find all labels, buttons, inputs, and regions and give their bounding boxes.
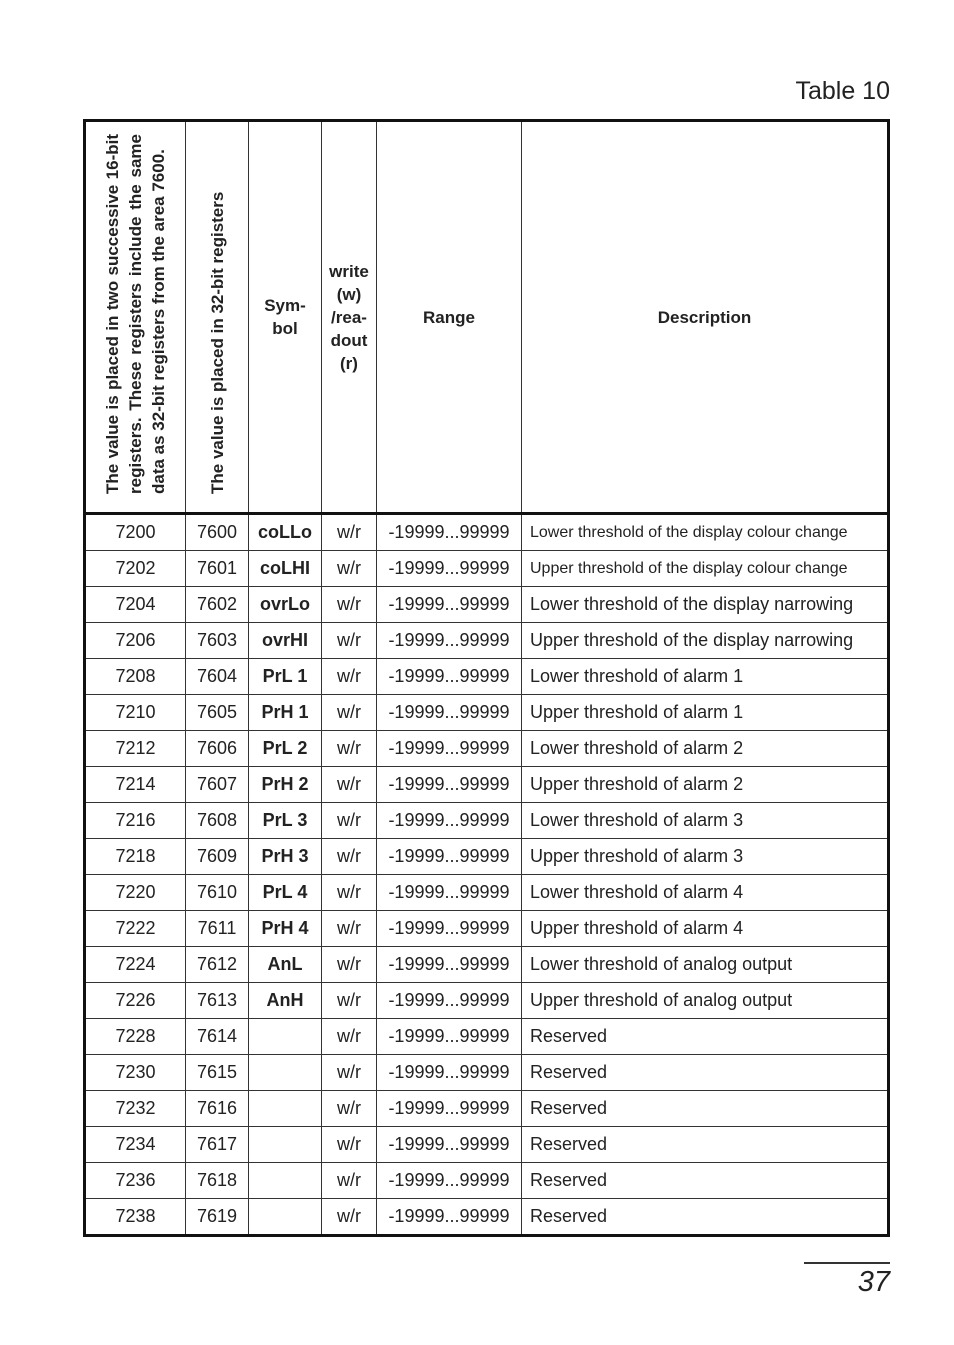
table-row	[85, 1199, 889, 1236]
register-32bit-cell: 7604	[186, 659, 249, 695]
description-cell: Reserved	[522, 1163, 889, 1199]
range-cell: -19999...99999	[377, 767, 522, 803]
range-cell: -19999...99999	[377, 659, 522, 695]
header-description-label: Description	[657, 307, 752, 327]
access-cell: w/r	[322, 803, 377, 839]
symbol-cell: PrH 3	[249, 839, 322, 875]
symbol-cell: PrH 1	[249, 695, 322, 731]
header-range	[377, 121, 522, 514]
range-cell: -19999...99999	[377, 1019, 522, 1055]
register-16bit-cell: 7214	[85, 767, 186, 803]
register-16bit-cell: 7208	[85, 659, 186, 695]
table-row	[85, 659, 889, 695]
description-cell: Reserved	[522, 1127, 889, 1163]
access-cell: w/r	[322, 695, 377, 731]
register-16bit-cell: 7234	[85, 1127, 186, 1163]
table-row	[85, 1019, 889, 1055]
symbol-cell: ovrHI	[249, 623, 322, 659]
range-cell: -19999...99999	[377, 695, 522, 731]
range-cell: -19999...99999	[377, 839, 522, 875]
register-32bit-cell: 7609	[186, 839, 249, 875]
symbol-cell: PrH 4	[249, 911, 322, 947]
access-cell: w/r	[322, 1055, 377, 1091]
table-row	[85, 1055, 889, 1091]
description-cell: Lower threshold of the display colour change	[522, 514, 889, 551]
register-16bit-cell: 7230	[85, 1055, 186, 1091]
header-16bit-registers	[85, 121, 186, 514]
register-16bit-cell: 7232	[85, 1091, 186, 1127]
register-16bit-cell: 7224	[85, 947, 186, 983]
header-range-label: Range	[423, 307, 475, 327]
table-row	[85, 875, 889, 911]
symbol-cell: PrH 2	[249, 767, 322, 803]
description-cell: Reserved	[522, 1055, 889, 1091]
range-cell: -19999...99999	[377, 1055, 522, 1091]
header-16bit-label: The value is placed in two successive 16-bit registers. These registers include the same data as 32-bit registers from the area 7600.	[103, 134, 168, 494]
register-32bit-cell: 7606	[186, 731, 249, 767]
table-row	[85, 1127, 889, 1163]
register-32bit-cell: 7601	[186, 551, 249, 587]
table-row	[85, 767, 889, 803]
register-16bit-cell: 7228	[85, 1019, 186, 1055]
register-32bit-cell: 7608	[186, 803, 249, 839]
table-row	[85, 911, 889, 947]
access-cell: w/r	[322, 1199, 377, 1236]
range-cell: -19999...99999	[377, 875, 522, 911]
register-32bit-cell: 7614	[186, 1019, 249, 1055]
register-16bit-cell: 7238	[85, 1199, 186, 1236]
header-write-readout-label: write (w) /rea- dout (r)	[329, 261, 369, 373]
description-cell: Lower threshold of the display narrowing	[522, 587, 889, 623]
description-cell: Reserved	[522, 1091, 889, 1127]
register-16bit-cell: 7204	[85, 587, 186, 623]
access-cell: w/r	[322, 659, 377, 695]
access-cell: w/r	[322, 767, 377, 803]
table-row	[85, 1091, 889, 1127]
description-cell: Upper threshold of alarm 3	[522, 839, 889, 875]
symbol-cell: PrL 2	[249, 731, 322, 767]
register-16bit-cell: 7206	[85, 623, 186, 659]
description-cell: Upper threshold of the display narrowing	[522, 623, 889, 659]
register-32bit-cell: 7618	[186, 1163, 249, 1199]
register-32bit-cell: 7613	[186, 983, 249, 1019]
range-cell: -19999...99999	[377, 911, 522, 947]
symbol-cell	[249, 1163, 322, 1199]
page-number-rule	[804, 1262, 890, 1264]
description-cell: Upper threshold of alarm 1	[522, 695, 889, 731]
register-16bit-cell: 7202	[85, 551, 186, 587]
access-cell: w/r	[322, 514, 377, 551]
symbol-cell: AnL	[249, 947, 322, 983]
description-cell: Upper threshold of alarm 4	[522, 911, 889, 947]
header-description	[522, 121, 889, 514]
table-row	[85, 1163, 889, 1199]
register-32bit-cell: 7610	[186, 875, 249, 911]
range-cell: -19999...99999	[377, 983, 522, 1019]
symbol-cell: PrL 4	[249, 875, 322, 911]
range-cell: -19999...99999	[377, 1199, 522, 1236]
range-cell: -19999...99999	[377, 623, 522, 659]
table-row	[85, 551, 889, 587]
table-row	[85, 623, 889, 659]
register-32bit-cell: 7602	[186, 587, 249, 623]
table-body	[85, 514, 889, 1236]
table-row	[85, 839, 889, 875]
access-cell: w/r	[322, 587, 377, 623]
access-cell: w/r	[322, 1091, 377, 1127]
table-row	[85, 803, 889, 839]
description-cell: Reserved	[522, 1199, 889, 1236]
register-32bit-cell: 7611	[186, 911, 249, 947]
range-cell: -19999...99999	[377, 1163, 522, 1199]
access-cell: w/r	[322, 623, 377, 659]
register-32bit-cell: 7612	[186, 947, 249, 983]
register-32bit-cell: 7619	[186, 1199, 249, 1236]
description-cell: Reserved	[522, 1019, 889, 1055]
range-cell: -19999...99999	[377, 1127, 522, 1163]
register-16bit-cell: 7236	[85, 1163, 186, 1199]
access-cell: w/r	[322, 947, 377, 983]
access-cell: w/r	[322, 1019, 377, 1055]
description-cell: Upper threshold of analog output	[522, 983, 889, 1019]
symbol-cell	[249, 1019, 322, 1055]
symbol-cell	[249, 1091, 322, 1127]
access-cell: w/r	[322, 911, 377, 947]
table-row	[85, 731, 889, 767]
register-table	[83, 119, 890, 1237]
page-number: 37	[857, 1266, 890, 1298]
header-32bit-registers	[186, 121, 249, 514]
table-row	[85, 983, 889, 1019]
symbol-cell: coLLo	[249, 514, 322, 551]
register-32bit-cell: 7603	[186, 623, 249, 659]
register-32bit-cell: 7616	[186, 1091, 249, 1127]
table-caption: Table 10	[795, 77, 890, 105]
register-16bit-cell: 7216	[85, 803, 186, 839]
header-symbol-label: Sym- bol	[264, 296, 306, 338]
symbol-cell: coLHI	[249, 551, 322, 587]
register-16bit-cell: 7220	[85, 875, 186, 911]
access-cell: w/r	[322, 983, 377, 1019]
table-row	[85, 695, 889, 731]
symbol-cell	[249, 1055, 322, 1091]
range-cell: -19999...99999	[377, 514, 522, 551]
symbol-cell: ovrLo	[249, 587, 322, 623]
header-32bit-label: The value is placed in 32-bit registers	[207, 191, 227, 494]
range-cell: -19999...99999	[377, 947, 522, 983]
range-cell: -19999...99999	[377, 551, 522, 587]
register-16bit-cell: 7218	[85, 839, 186, 875]
access-cell: w/r	[322, 875, 377, 911]
register-16bit-cell: 7210	[85, 695, 186, 731]
access-cell: w/r	[322, 731, 377, 767]
access-cell: w/r	[322, 551, 377, 587]
description-cell: Lower threshold of alarm 3	[522, 803, 889, 839]
symbol-cell: AnH	[249, 983, 322, 1019]
range-cell: -19999...99999	[377, 587, 522, 623]
symbol-cell: PrL 3	[249, 803, 322, 839]
range-cell: -19999...99999	[377, 1091, 522, 1127]
register-32bit-cell: 7605	[186, 695, 249, 731]
symbol-cell: PrL 1	[249, 659, 322, 695]
description-cell: Lower threshold of alarm 1	[522, 659, 889, 695]
register-32bit-cell: 7600	[186, 514, 249, 551]
description-cell: Lower threshold of alarm 4	[522, 875, 889, 911]
description-cell: Lower threshold of alarm 2	[522, 731, 889, 767]
description-cell: Upper threshold of alarm 2	[522, 767, 889, 803]
description-cell: Upper threshold of the display colour change	[522, 551, 889, 587]
description-cell: Lower threshold of analog output	[522, 947, 889, 983]
table-row	[85, 587, 889, 623]
table-header	[85, 121, 889, 514]
table-row	[85, 514, 889, 551]
register-32bit-cell: 7615	[186, 1055, 249, 1091]
register-16bit-cell: 7200	[85, 514, 186, 551]
header-write-readout	[322, 121, 377, 514]
access-cell: w/r	[322, 839, 377, 875]
symbol-cell	[249, 1199, 322, 1236]
register-32bit-cell: 7617	[186, 1127, 249, 1163]
register-16bit-cell: 7226	[85, 983, 186, 1019]
table-row	[85, 947, 889, 983]
access-cell: w/r	[322, 1163, 377, 1199]
register-16bit-cell: 7212	[85, 731, 186, 767]
symbol-cell	[249, 1127, 322, 1163]
header-symbol	[249, 121, 322, 514]
range-cell: -19999...99999	[377, 803, 522, 839]
range-cell: -19999...99999	[377, 731, 522, 767]
register-16bit-cell: 7222	[85, 911, 186, 947]
access-cell: w/r	[322, 1127, 377, 1163]
register-32bit-cell: 7607	[186, 767, 249, 803]
